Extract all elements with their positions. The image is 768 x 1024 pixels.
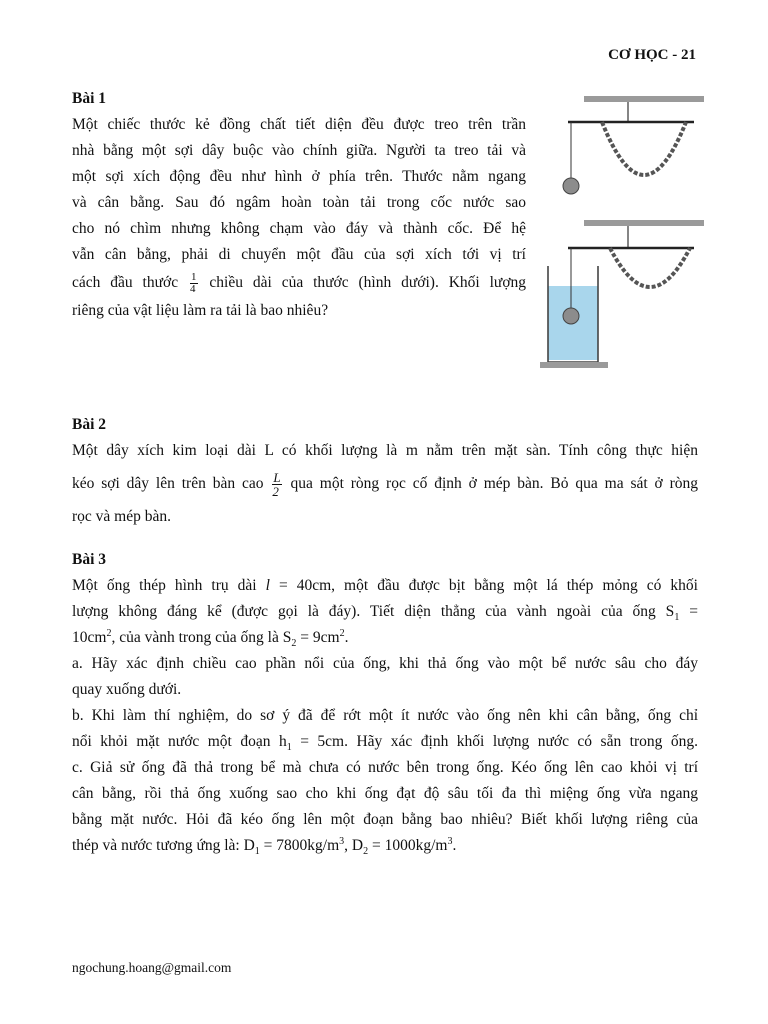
problem-1-title: Bài 1 [72,90,107,107]
problem-1-line: Một chiếc thước kẻ đồng chất tiết diện đều được treo trên trần [72,116,526,133]
floor [540,362,608,368]
problem-3-line: a. Hãy xác định chiều cao phần nổi của ống, khi thả ống vào một bể nước sâu cho đáy [72,655,698,672]
problem-1-line: cho nó chìm nhưng không chạm vào đáy và thành cốc. Để hệ [72,220,526,237]
problem-1-line: riêng của vật liệu làm ra tải là bao nhiêu? [72,302,329,319]
fraction: $\frac{1}{4}$ [190,270,197,295]
balance-figure [540,86,710,376]
problem-1-line: một sợi xích động đều như hình ở phía trên. Thước nằm ngang [72,168,526,185]
problem-3-line: cân bằng, rồi thả ống xuống sao cho khi ống đạt độ sâu tối đa thì miệng ống vừa ngang [72,785,698,802]
problem-3-line: $10cm^2$, của vành trong của ống là $S_2 = 9cm^2$. [72,627,349,650]
problem-2 [72,412,698,530]
problem-3-line: Một ống thép hình trụ dài l = 40cm, một đầu được bịt bằng một lá thép mỏng có khối [72,577,698,594]
problem-3-line: b. Khi làm thí nghiệm, do sơ ý đã để rớt một ít nước vào ống nên khi cân bằng, ống chỉ [72,707,698,724]
problem-3-line: c. Giả sử ống đã thả trong bể mà chưa có nước bên trong ống. Kéo ống lên cao khỏi vị trí [72,759,698,776]
page-header: CƠ HỌC - 21 [608,47,696,63]
problem-3-line: nổi khỏi mặt nước một đoạn $h_1 = 5cm$. Hãy xác định khối lượng nước có sẵn trong ống. [72,733,699,754]
fraction: $\frac{L}{2}$ [272,469,281,499]
problem-2-line: kéo sợi dây lên trên bàn cao $\frac{L}{2}$ qua một ròng rọc cố định ở mép bàn. Bỏ qua ma sát ở ròng [72,469,699,499]
footer-email: ngochung.hoang@gmail.com [72,960,232,975]
problem-3-line: thép và nước tương ứng là: $D_1 = 7800kg/m^3$, $D_2 = 1000kg/m^3$. [72,835,457,858]
problem-2-line: rọc và mép bàn. [72,508,171,525]
problem-3-line: bằng mặt nước. Hỏi đã kéo ống lên một đoạn bằng bao nhiêu? Biết khối lượng riêng của [72,811,698,828]
problem-1-line: và cân bằng. Sau đó ngâm hoàn toàn tải trong cốc nước sao [72,194,526,211]
problem-1-line: vẫn cân bằng, phải di chuyển một đầu của sợi xích tới vị trí [72,246,526,263]
problem-3-line: quay xuống dưới. [72,681,182,698]
weight [563,178,579,194]
problem-3-line: lượng không đáng kể (được gọi là đáy). Tiết diện thẳng của vành ngoài của ống $S_1$ = [72,603,698,624]
problem-1-line: nhà bằng một sợi dây buộc vào chính giữa. Người ta treo tải và [72,142,526,159]
chain [610,248,690,287]
weight [563,308,579,324]
chain [602,122,686,175]
problem-1 [72,86,526,324]
problem-3 [72,547,698,859]
problem-2-title: Bài 2 [72,416,107,433]
ceiling-bar [584,96,704,102]
problem-1-line: cách đầu thước $\frac{1}{4}$ chiều dài của thước (hình dưới). Khối lượng [72,270,527,295]
ceiling-bar [584,220,704,226]
problem-2-line: Một dây xích kim loại dài L có khối lượng là m nằm trên mặt sàn. Tính công thực hiện [72,442,698,459]
problem-3-title: Bài 3 [72,551,107,568]
